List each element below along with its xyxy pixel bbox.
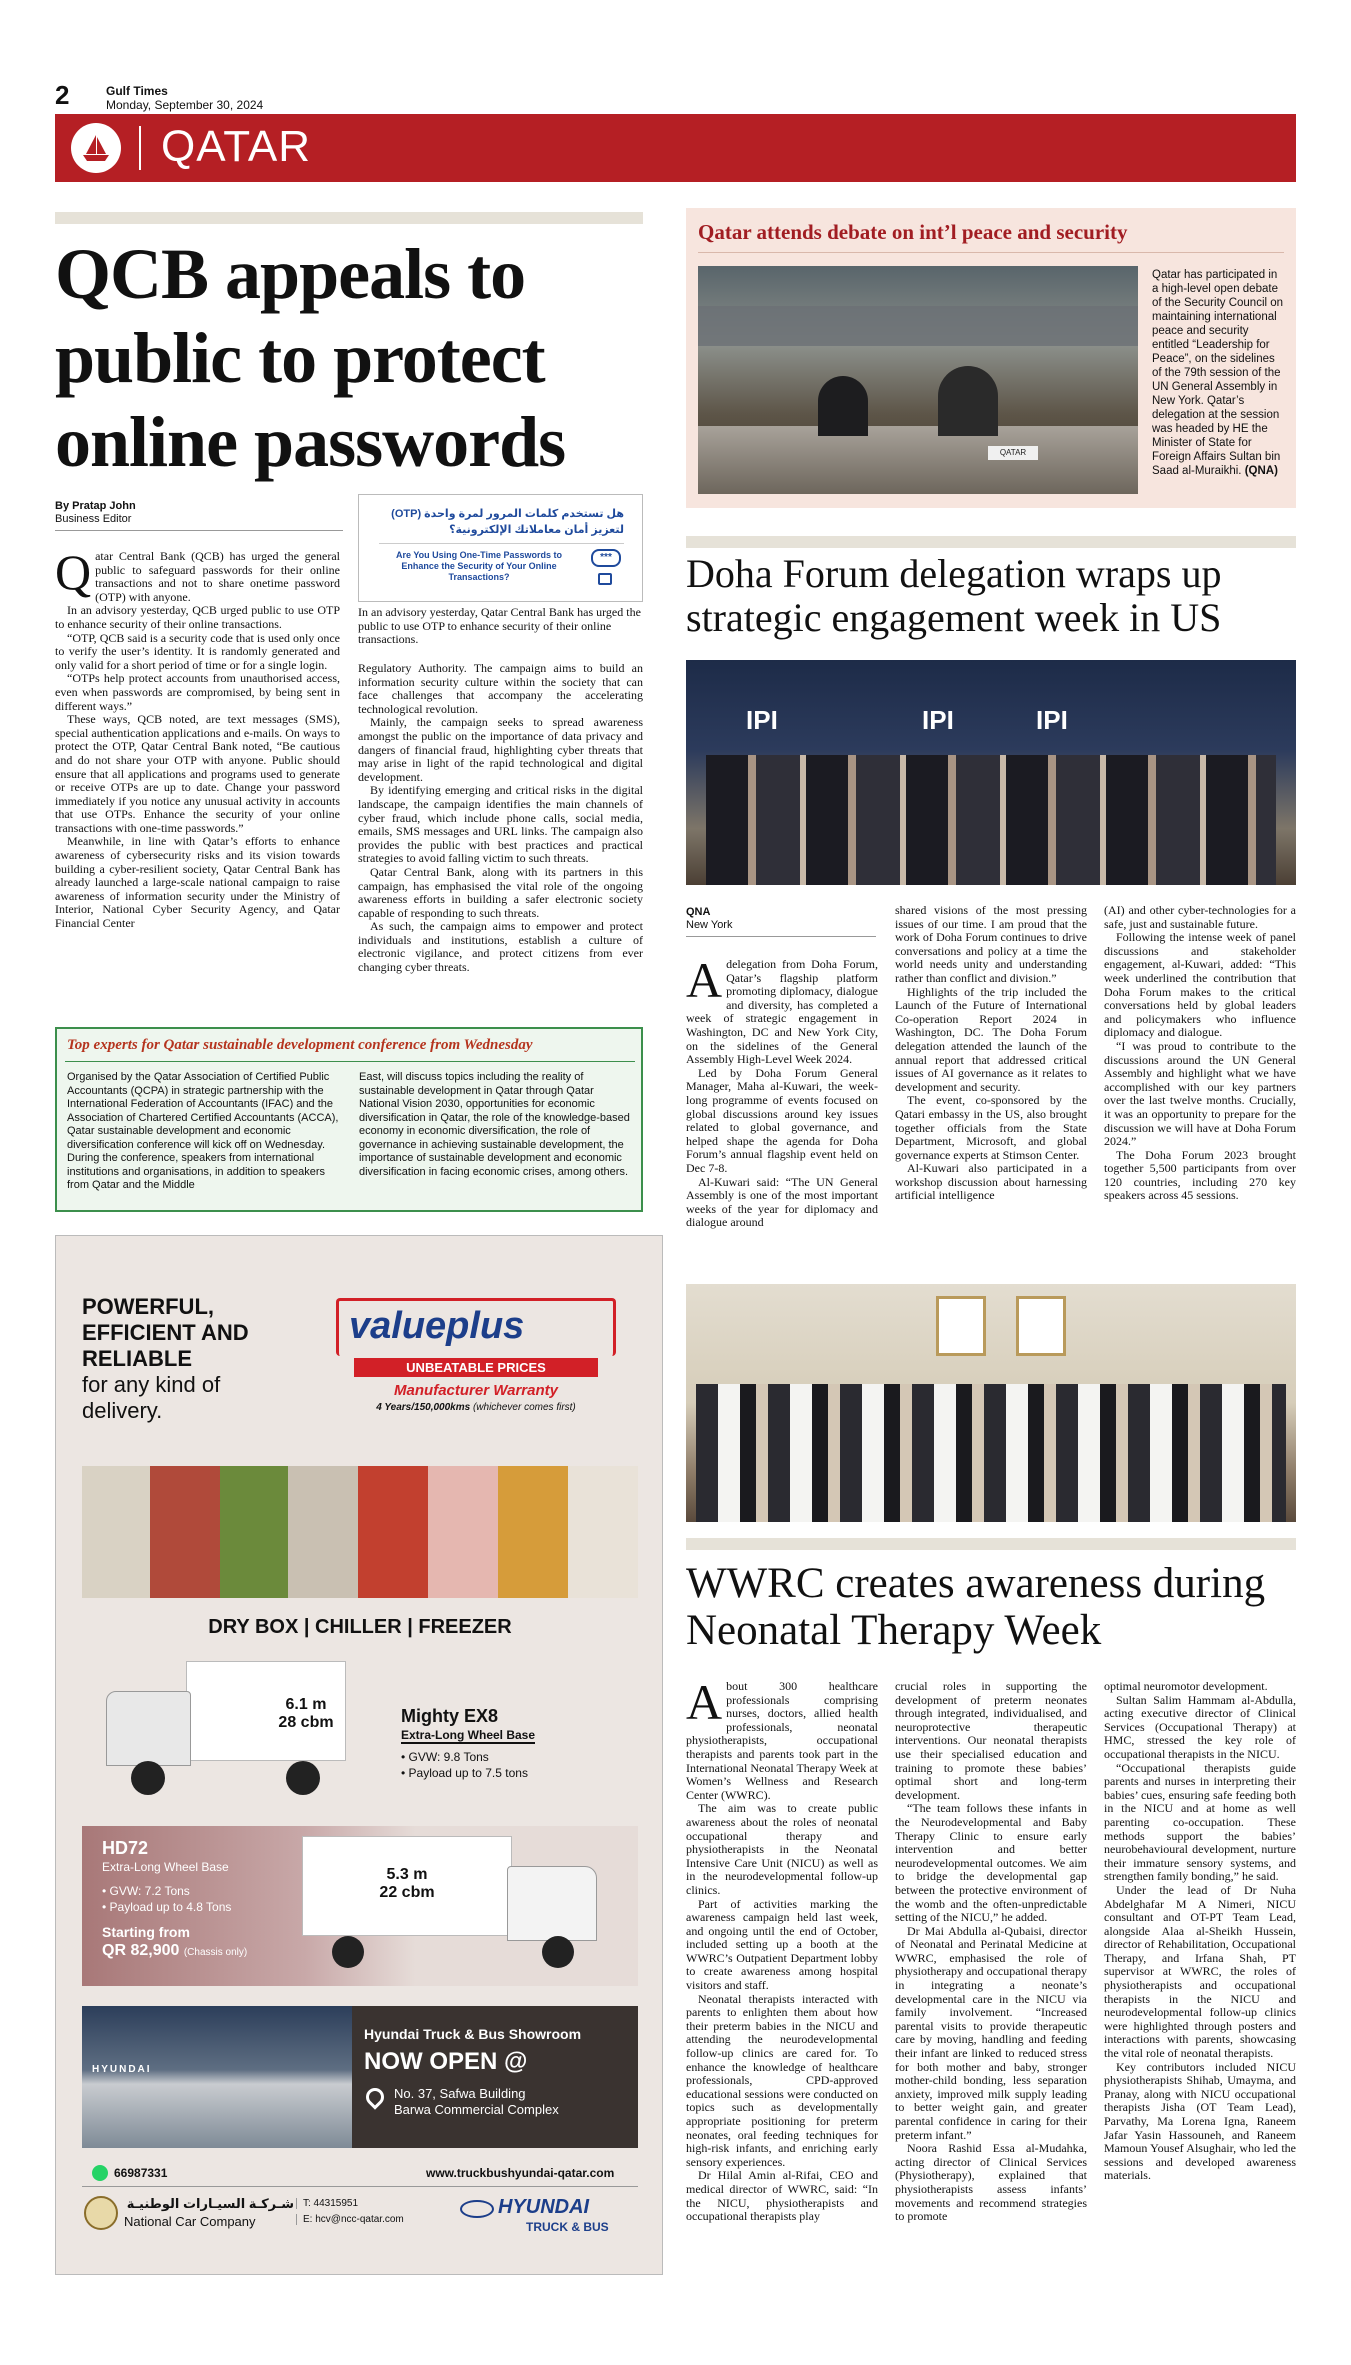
lead-byline: By Pratap John [55, 500, 136, 512]
lead-col1-p4: “OTPs help protect accounts from unauthorised access, even when passwords are compromised, by being sent in different ways.” [55, 671, 340, 713]
truck2-price: QR 82,900 [102, 1942, 180, 1959]
whatsapp-icon [92, 2165, 108, 2181]
wwrc-top-rule [686, 1538, 1296, 1550]
otp-arabic-line2: لتعزيز أمان معاملاتك الإلكترونية؟ [449, 524, 624, 536]
showroom-sign: HYUNDAI [92, 2064, 152, 2075]
truck2-spec2: • Payload up to 4.8 Tons [102, 1900, 232, 1914]
otp-arabic-line1: هل تستخدم كلمات المرور لمرة واحدة (OTP) [391, 508, 624, 520]
doha-agency: QNA [686, 906, 711, 918]
wwrc-col1-p1 [686, 1680, 878, 1802]
lead-col1-p3: “OTP, QCB said is a security code that is used only once to verify the user’s identity. It is randomly generated and only valid for a short period of time or for a single login. [55, 630, 340, 672]
ad-tagline-5: delivery. [82, 1398, 163, 1423]
ipi-logo: IPI [746, 705, 778, 735]
delegate-figure [938, 366, 998, 436]
council-desk [698, 426, 1138, 494]
company-tel: T: 44315951 [296, 2198, 358, 2209]
truck2-cab [507, 1866, 597, 1941]
ad-tagline-2: EFFICIENT AND [82, 1320, 249, 1345]
doha-col2-p3: The event, co-sponsored by the Qatari embassy in the US, also brought together officials from the State Department, Microsoft, and global governance experts at Stimson Center. [895, 1093, 1087, 1162]
doha-headline: Doha Forum delegation wraps up strategic engagement week in US [686, 551, 1222, 640]
lead-col2-p1: Regulatory Authority. The campaign aims to build an information security culture within the society that can face challenges that accompany the accelerating technological revolution. [358, 662, 643, 716]
warranty-years: 4 Years/150,000kms [376, 1402, 471, 1413]
lead-col1-p2: In an advisory yesterday, QCB urged public to use OTP to enhance security of their online transactions. [55, 603, 340, 631]
doha-col3-p3: “I was proud to contribute to the discussions around the UN General Assembly and highlight what we have accomplished with our key partners over the last twelve months. Crucially, it was an opportunity to prepare for the discussion we will have at Doha Forum 2024.” [1104, 1038, 1296, 1149]
doha-col2-p1: shared visions of the most pressing issues of our time. I am proud that the work of Doha Forum continues to drive conversations and policy at a time the world needs unity and understanding rather than conflict and division.” [895, 904, 1087, 985]
hyundai-logo-icon [460, 2200, 494, 2218]
hd72-truck [302, 1836, 622, 1981]
lead-headline: QCB appeals to public to protect online passwords [55, 234, 566, 482]
otp-graphic [358, 494, 643, 602]
wwrc-col3 [1104, 1680, 1296, 2290]
ad-tagline-4: for any kind of [82, 1372, 221, 1397]
company-name: National Car Company [124, 2214, 256, 2229]
truck1-dimensions [266, 1696, 346, 1732]
ad-tagline-1: POWERFUL, [82, 1294, 214, 1319]
whatsapp-number: 66987331 [114, 2166, 168, 2180]
ad-tagline [82, 1294, 342, 1424]
debate-caption-text: Qatar has participated in a high-level open debate of the Security Council on maintaining international peace and security entitled “Leadership for Peace”, on the sidelines of the 79th session of the UN General Assembly in New York. Qatar’s delegation at the session was headed by HE the Minister of State for Foreign Affairs Sultan bin Saad al-Muraikhi. [1152, 269, 1284, 477]
doha-col1 [686, 958, 878, 1262]
company-email: E: hcv@ncc-qatar.com [296, 2214, 404, 2225]
debate-caption [1152, 268, 1284, 478]
location-pin-icon [362, 2084, 387, 2109]
wwrc-col3-p4: Under the lead of Dr Nuha Abdelghafar M A Nimeri, NICU consultant and OT-PT Team Lead, alongside Alaa al-Sheikh Hussein, director of Rehabilitation, Occupational Therapy, and Irfana Shah, PT supervisor at WWRC, the roles of physiotherapists and occupational therapists in the NICU and neurodevelopmental follow-up clinics were highlighted through posters and interactions with parents, showcasing the vital role of neonatal therapists. [1104, 1882, 1296, 2061]
doha-col3-p4: The Doha Forum 2023 brought together 5,500 participants from over 120 countries, including 270 key speakers across 45 sessions. [1104, 1147, 1296, 1203]
doha-col2-p2: Highlights of the trip included the Launch of the Future of International Co-operation Report 2024 in Washington, DC. The Doha Forum delegation attended the launch of the annual report that addressed critical issues of AI governance as it relates to development and security. [895, 984, 1087, 1094]
otp-english: Are You Using One-Time Passwords to Enhance the Security of Your Online Transactions? [395, 550, 563, 582]
sidebar-col2: East, will discuss topics including the reality of sustainable development in Qatar through Qatar National Vision 2030, opportunities for economic diversification in Qatar, the role of the knowledge-based economy in economic diversification, the role of governance in achieving sustainable development, the importance of sustainable development and economic diversification in facing economic crises, among others. [359, 1071, 630, 1178]
doha-col1-p1 [686, 958, 878, 1067]
debate-box [686, 208, 1296, 508]
portrait-frame-2 [1016, 1296, 1066, 1356]
council-back-row [698, 306, 1138, 346]
lead-col2-p4: Qatar Central Bank, along with its partners in this campaign, has emphasised the vital role of the ongoing awareness efforts in building a safer electronic society capable of responding to such threats. [358, 864, 643, 920]
valueplus-tagline: UNBEATABLE PRICES [354, 1358, 598, 1377]
portrait-frame-1 [936, 1296, 986, 1356]
box-types: DRY BOX | CHILLER | FREEZER [208, 1616, 512, 1638]
sidebar-col1: Organised by the Qatar Association of Certified Public Accountants (QCPA) in strategic partnership with the International Federation of Accountants (IFAC) and the Association of Chartered Certified Accountants (ACCA), Qatar sustainable development and economic diversification conference will kick off on Wednesday. During the conference, speakers from international institutions and organisations, in addition to speakers from Qatar and the Middle [67, 1071, 339, 1191]
truck2-price-row [102, 1942, 247, 1960]
doha-top-rule [686, 536, 1296, 548]
wwrc-col2-p1: crucial roles in supporting the development of preterm neonates through integrated, individualised, and neuroprotective therapeutic interventions. Our neonatal therapists use their specialised education and training to promote these babies’ optimal short and long-term development. [895, 1680, 1087, 1802]
wwrc-col3-p3: “Occupational therapists guide parents and nurses in interpreting their babies’ cues, ensuring safe feeding both in the NICU and at home as well parenting co-occupation. These methods support the babies’ neurobehavioural development, nurture their immature sensory systems, and strengthen family bonding,” he said. [1104, 1760, 1296, 1884]
lead-dropcap: Q [55, 550, 92, 600]
now-open: NOW OPEN @ [364, 2048, 528, 2075]
doha-dateline: New York [686, 919, 733, 931]
otp-caption [358, 606, 643, 647]
warranty-note: (whichever comes first) [472, 1402, 576, 1413]
warranty-detail [336, 1402, 616, 1413]
section-banner [55, 114, 1296, 182]
truck2-spec1: • GVW: 7.2 Tons [102, 1884, 190, 1898]
doha-dropcap: A [686, 958, 723, 1008]
truck2-wheel-front [542, 1936, 574, 1968]
lead-col2-p3: By identifying emerging and critical risks in the digital landscape, the campaign identifies the main channels of cyber fraud, which include phone calls, social media, emails, SMS messages and URL links. The campaign also provides the public with best practices and practical strategies to avoid falling victim to such threats. [358, 783, 643, 866]
wwrc-col3-p5: Key contributors included NICU physiotherapists Shihab, Umayma, and Pranay, along with NICU occupational therapists Jisha (OT Team Lead), Parvathy, Ma Lorena Igna, Raneem Jafar Yasin Hassouneh, and Raneem Mamoun Yousef Alsughair, who led the sessions and developed awareness materials. [1104, 2059, 1296, 2183]
ad-website: www.truckbushyundai-qatar.com [426, 2166, 615, 2180]
debate-rule [698, 252, 1284, 253]
wwrc-col1-p1-text: bout 300 healthcare professionals comprising nurses, doctors, allied health professionals, neonatal physiotherapists, occupational therapists and parents took part in the International Neonatal Therapy Week at Women’s Wellness and Research Center (WWRC). [686, 1680, 878, 1802]
group-figures-2 [696, 1384, 1286, 1522]
truck1-wheel-rear [286, 1761, 320, 1795]
truck1-length: 6.1 m [285, 1696, 327, 1713]
lead-col1-p1 [55, 550, 340, 604]
truck2-length: 5.3 m [386, 1866, 428, 1883]
warranty-title: Manufacturer Warranty [394, 1382, 558, 1399]
truck2-from: Starting from [102, 1924, 190, 1940]
debate-headline: Qatar attends debate on int’l peace and security [698, 220, 1128, 244]
wwrc-col2 [895, 1680, 1087, 2290]
hd72-panel [82, 1826, 638, 1986]
wwrc-col1-p5: Dr Hilal Amin al-Rifai, CEO and medical director of WWRC, said: “In the NICU, physiotherapists and occupational therapists play [686, 2168, 878, 2224]
wwrc-col1 [686, 1680, 878, 2290]
wwrc-col2-p3: Dr Mai Abdulla al-Qubaisi, director of Neonatal and Perinatal Medicine at WWRC, emphasised the role of physiotherapy and occupational therapy in integrating a neonate’s developmental care in the NICU via family involvement. “Increased parental visits to provide therapeutic care by moving, handling and feeding their infant are linked to reduced stress for both mother and baby, stronger mother-child bonding, less separation anxiety, improved milk supply leading to better weight gain, and greater parental confidence in caring for their preterm infant.” [895, 1923, 1087, 2142]
showroom-address-1: No. 37, Safwa Building [394, 2086, 526, 2101]
doha-col1-p3: Al-Kuwari said: “The UN General Assembly is one of the most important weeks of the year for diplomacy and dialogue around [686, 1174, 878, 1230]
sidebar-box [55, 1027, 643, 1212]
doha-col2 [895, 904, 1087, 1262]
lead-col2-p2: Mainly, the campaign seeks to spread awareness amongst the public on the importance of data privacy and dangers of financial fraud, highlighting cyber threats that may arise in light of the rapid technological and digital development. [358, 715, 643, 784]
lead-col2 [358, 662, 643, 1005]
hyundai-ad [55, 1235, 663, 2275]
ipi-logo-2: IPI [922, 705, 954, 735]
hyundai-sub: TRUCK & BUS [526, 2220, 609, 2234]
doha-forum-photo [686, 660, 1296, 885]
lead-col1-p1-text: atar Central Bank (QCB) has urged the general public to safeguard passwords for their online transactions and not to share onetime password (OTP) with anyone. [95, 550, 340, 604]
truck1-base: Extra-Long Wheel Base [401, 1728, 536, 1742]
delegate-figure-2 [818, 376, 868, 436]
lead-col1-p5: These ways, QCB noted, are text messages (SMS), special authentication applications and e-mails. On ways to protect the OTP, Qatar Central Bank noted, “Be cautious and do not share your OTP with anyone. Public should ensure that all applications and programs used to generate or receive OTPs are up to date. Change your password immediately if you notice any unusual activity in accounts that use OTPs. Enhance the security of your online transactions with one-time passwords.” [55, 712, 340, 835]
lead-col2-p5: As such, the campaign aims to empower and protect individuals and institutions, establish a culture of electronic vigilance, and protect citizens from ever changing cyber threats. [358, 919, 643, 975]
doha-col2-p4: Al-Kuwari also participated in a workshop discussion about harnessing artificial intelligence [895, 1161, 1087, 1203]
doha-col1-p1-text: delegation from Doha Forum, Qatar’s flagship platform promoting diplomacy, dialogue and diversity, has completed a week of strategic engagement in Washington, DC and New York City, on the sidelines of the General Assembly High-Level Week 2024. [686, 958, 878, 1067]
wwrc-dropcap: A [686, 1680, 723, 1730]
wwrc-group-photo [686, 1284, 1296, 1522]
wwrc-col2-p4: Noora Rashid Essa al-Mudahka, acting director of Clinical Services (Physiotherapy), explained that physiotherapists assess infants’ movements and recommend strategies to promote [895, 2141, 1087, 2224]
doha-byline-rule [686, 936, 876, 937]
truck1-volume: 28 cbm [278, 1714, 334, 1731]
lead-top-rule [55, 212, 643, 224]
qatar-nameplate: QATAR [988, 446, 1038, 460]
truck1-cab [106, 1691, 191, 1766]
wwrc-col2-p2: “The team follows these infants in the Neurodevelopmental and Baby Therapy Clinic to ensure early intervention and better neurodevelopmental outcomes. We aim to bridge the developmental gap between the protective environment of the womb and the often-unpredictable setting of the NICU,” he added. [895, 1801, 1087, 1925]
padlock-icon [598, 573, 612, 585]
ncc-logo-icon [84, 2196, 118, 2230]
group-figures [706, 755, 1276, 885]
ad-footer-rule [82, 2186, 638, 2187]
doha-col3-p1: (AI) and other cyber-technologies for a safe, just and sustainable future. [1104, 904, 1296, 931]
showroom-panel [82, 2006, 638, 2148]
truck2-price-note: (Chassis only) [183, 1947, 248, 1958]
ipi-logo-3: IPI [1036, 705, 1068, 735]
wwrc-col1-p3: Part of activities marking the awareness campaign held last week, and ongoing until the end of October, included setting up a booth at the WWRC’s Outpatient Department lobby to create awareness among hospital visitors and staff. [686, 1896, 878, 1993]
otp-graphic-divider [379, 543, 624, 544]
valueplus-logo [336, 1298, 616, 1356]
valueplus-brand: valueplus [349, 1305, 525, 1347]
wwrc-col1-p2: The aim was to create public awareness about the roles of neonatal occupational therapy and physiotherapists in the Neonatal Intensive Care Unit (NICU) as well as in the neurodevelopmental follow-up clinics. [686, 1801, 878, 1897]
wwrc-col1-p4: Neonatal therapists interacted with parents to enlighten them about how their preterm babies in the NICU and attending the neurodevelopmental follow-up clinics are cared for. To enhance the knowledge of healthcare professionals, CPD-approved educational sessions were conducted on topics such as developmentally appropriate positioning for preterm neonates, oral feeding techniques for high-risk infants, and enriching early sensory experiences. [686, 1991, 878, 2169]
doha-col3 [1104, 904, 1296, 1262]
doha-col3-p2: Following the intense week of panel discussions and stakeholder engagement, al-Kuwari, added: “This week underlined the contribution that Doha Forum makes to the critical conversations held by global leaders and policymakers who influence diplomacy and dialogue. [1104, 930, 1296, 1040]
truck2-wheel-rear [332, 1936, 364, 1968]
truck2-dimensions [362, 1866, 452, 1902]
truck2-volume: 22 cbm [379, 1884, 435, 1901]
wwrc-col3-p2: Sultan Salim Hammam al-Abdulla, acting executive director of Clinical Services (Occupational Therapy) at HMC, stressed the key role of occupational therapists in the NICU. [1104, 1692, 1296, 1761]
hyundai-wordmark: HYUNDAI [498, 2196, 590, 2218]
wwrc-headline: WWRC creates awareness during Neonatal Therapy Week [686, 1560, 1266, 1654]
lead-col1 [55, 550, 340, 1005]
otp-caption-text: In an advisory yesterday, Qatar Central Bank has urged the public to use OTP to enhance security of their online transactions. [358, 606, 641, 647]
otp-bubble-icon: *** [591, 549, 621, 567]
section-name: QATAR [161, 122, 312, 171]
showroom-title: Hyundai Truck & Bus Showroom [364, 2026, 582, 2042]
ship-logo-icon [71, 123, 121, 173]
showroom-address-2: Barwa Commercial Complex [394, 2102, 559, 2117]
ad-tagline-3: RELIABLE [82, 1346, 192, 1371]
truck2-name: HD72 [102, 1838, 149, 1858]
truck1-spec1: • GVW: 9.8 Tons [401, 1750, 489, 1764]
security-council-photo [698, 266, 1138, 494]
lead-byline-role: Business Editor [55, 513, 132, 525]
doha-col1-p2: Led by Doha Forum General Manager, Maha al-Kuwari, the week-long programme of events focused on global discussions around key issues related to global governance, and helped shape the agenda for Doha Forum’s annual flagship event held on Dec 7-8. [686, 1065, 878, 1175]
debate-credit: (QNA) [1244, 465, 1278, 477]
lead-col1-p6: Meanwhile, in line with Qatar’s efforts to enhance awareness of cybersecurity risks and its vision towards building a cyber-resilient society, Qatar Central Bank has already launched a large-scale national campaign to raise awareness of information security under the Ministry of Interior, National Cyber Security Agency, and Qatar Financial Center [55, 834, 340, 931]
sidebar-rule [65, 1061, 635, 1062]
truck1-wheel-front [131, 1761, 165, 1795]
page-number: 2 [55, 80, 70, 110]
byline-divider [55, 530, 343, 531]
sidebar-headline: Top experts for Qatar sustainable development conference from Wednesday [67, 1037, 533, 1053]
wwrc-col3-p1: optimal neuromotor development. [1104, 1680, 1268, 1693]
paper-name: Gulf Times [106, 84, 168, 98]
showroom-photo [82, 2006, 352, 2148]
truck1-spec2: • Payload up to 7.5 tons [401, 1766, 528, 1780]
produce-collage [82, 1466, 638, 1598]
truck1-name: Mighty EX8 [401, 1706, 499, 1726]
banner-divider [139, 126, 141, 170]
company-arabic: شـركـة السيـارات الوطنيـة [126, 2196, 294, 2211]
issue-date: Monday, September 30, 2024 [106, 98, 264, 112]
truck2-base: Extra-Long Wheel Base [102, 1860, 229, 1874]
